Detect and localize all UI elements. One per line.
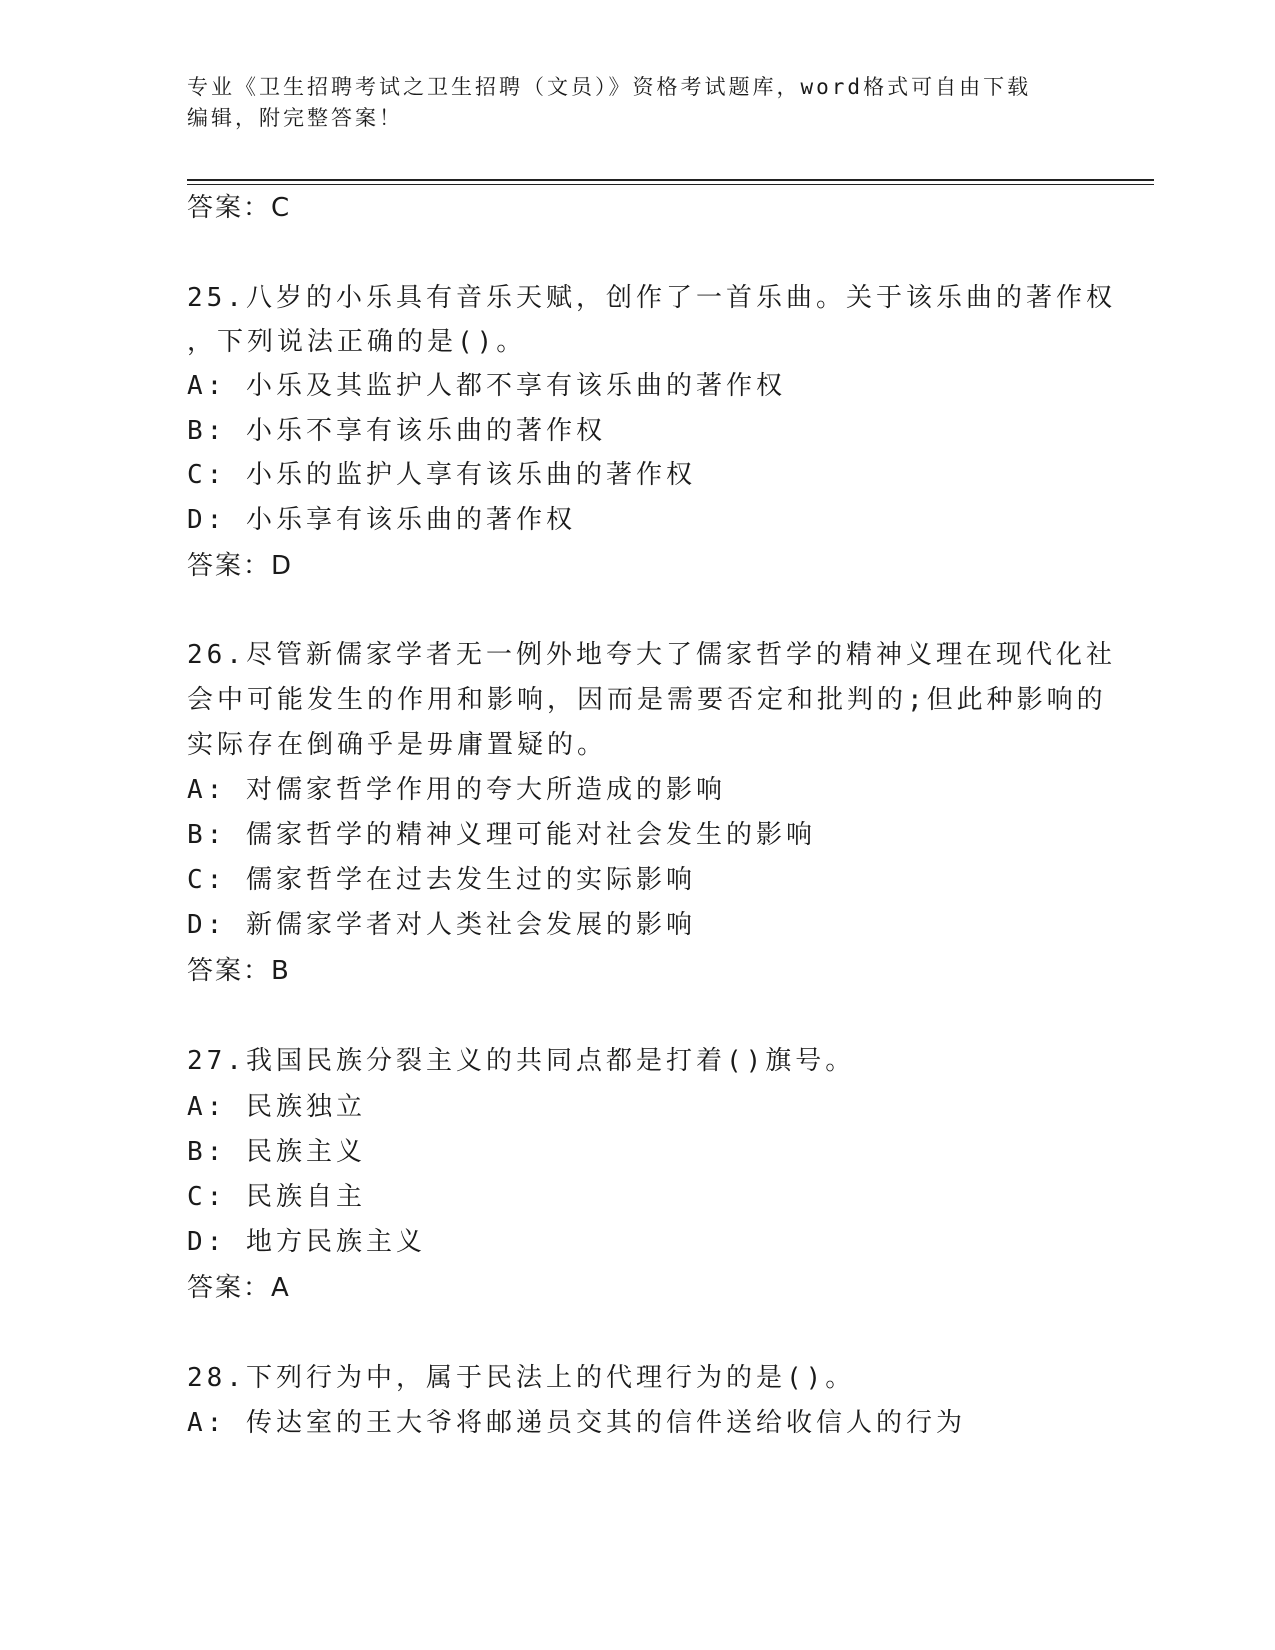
answer-25: 答案：D (187, 551, 294, 581)
question-26-option-d: D: 新儒家学者对人类社会发展的影响 (187, 910, 696, 940)
question-27-option-b: B: 民族主义 (187, 1137, 366, 1167)
question-25-stem-1: 25.八岁的小乐具有音乐天赋，创作了一首乐曲。关于该乐曲的著作权 (187, 283, 1116, 313)
answer-24: 答案：C (187, 193, 292, 223)
question-27-option-c: C: 民族自主 (187, 1182, 366, 1212)
question-28-option-a: A: 传达室的王大爷将邮递员交其的信件送给收信人的行为 (187, 1408, 966, 1438)
question-25-option-b: B: 小乐不享有该乐曲的著作权 (187, 416, 606, 446)
question-26-stem-1: 26.尽管新儒家学者无一例外地夸大了儒家哲学的精神义理在现代化社 (187, 640, 1116, 670)
answer-26: 答案：B (187, 956, 291, 986)
question-27-option-d: D: 地方民族主义 (187, 1227, 426, 1257)
question-27-option-a: A: 民族独立 (187, 1092, 366, 1122)
question-25-option-d: D: 小乐享有该乐曲的著作权 (187, 505, 576, 535)
header-divider-thin (187, 184, 1154, 185)
answer-27: 答案：A (187, 1273, 291, 1303)
question-26-stem-2: 会中可能发生的作用和影响，因而是需要否定和批判的;但此种影响的 (187, 685, 1107, 715)
header-line-1: 专业《卫生招聘考试之卫生招聘（文员）》资格考试题库，word格式可自由下载 (187, 75, 1032, 99)
question-28-stem-1: 28.下列行为中，属于民法上的代理行为的是()。 (187, 1363, 856, 1393)
question-25-stem-2: ，下列说法正确的是()。 (187, 327, 527, 357)
question-26-stem-3: 实际存在倒确乎是毋庸置疑的。 (187, 730, 608, 760)
header-divider-thick (187, 179, 1154, 181)
question-27-stem-1: 27.我国民族分裂主义的共同点都是打着()旗号。 (187, 1046, 856, 1076)
question-26-option-b: B: 儒家哲学的精神义理可能对社会发生的影响 (187, 820, 816, 850)
question-26-option-c: C: 儒家哲学在过去发生过的实际影响 (187, 865, 696, 895)
header-line-2: 编辑，附完整答案！ (187, 106, 403, 130)
question-26-option-a: A: 对儒家哲学作用的夸大所造成的影响 (187, 775, 726, 805)
question-25-option-c: C: 小乐的监护人享有该乐曲的著作权 (187, 460, 696, 490)
document-header (187, 72, 1087, 134)
question-25-option-a: A: 小乐及其监护人都不享有该乐曲的著作权 (187, 371, 786, 401)
